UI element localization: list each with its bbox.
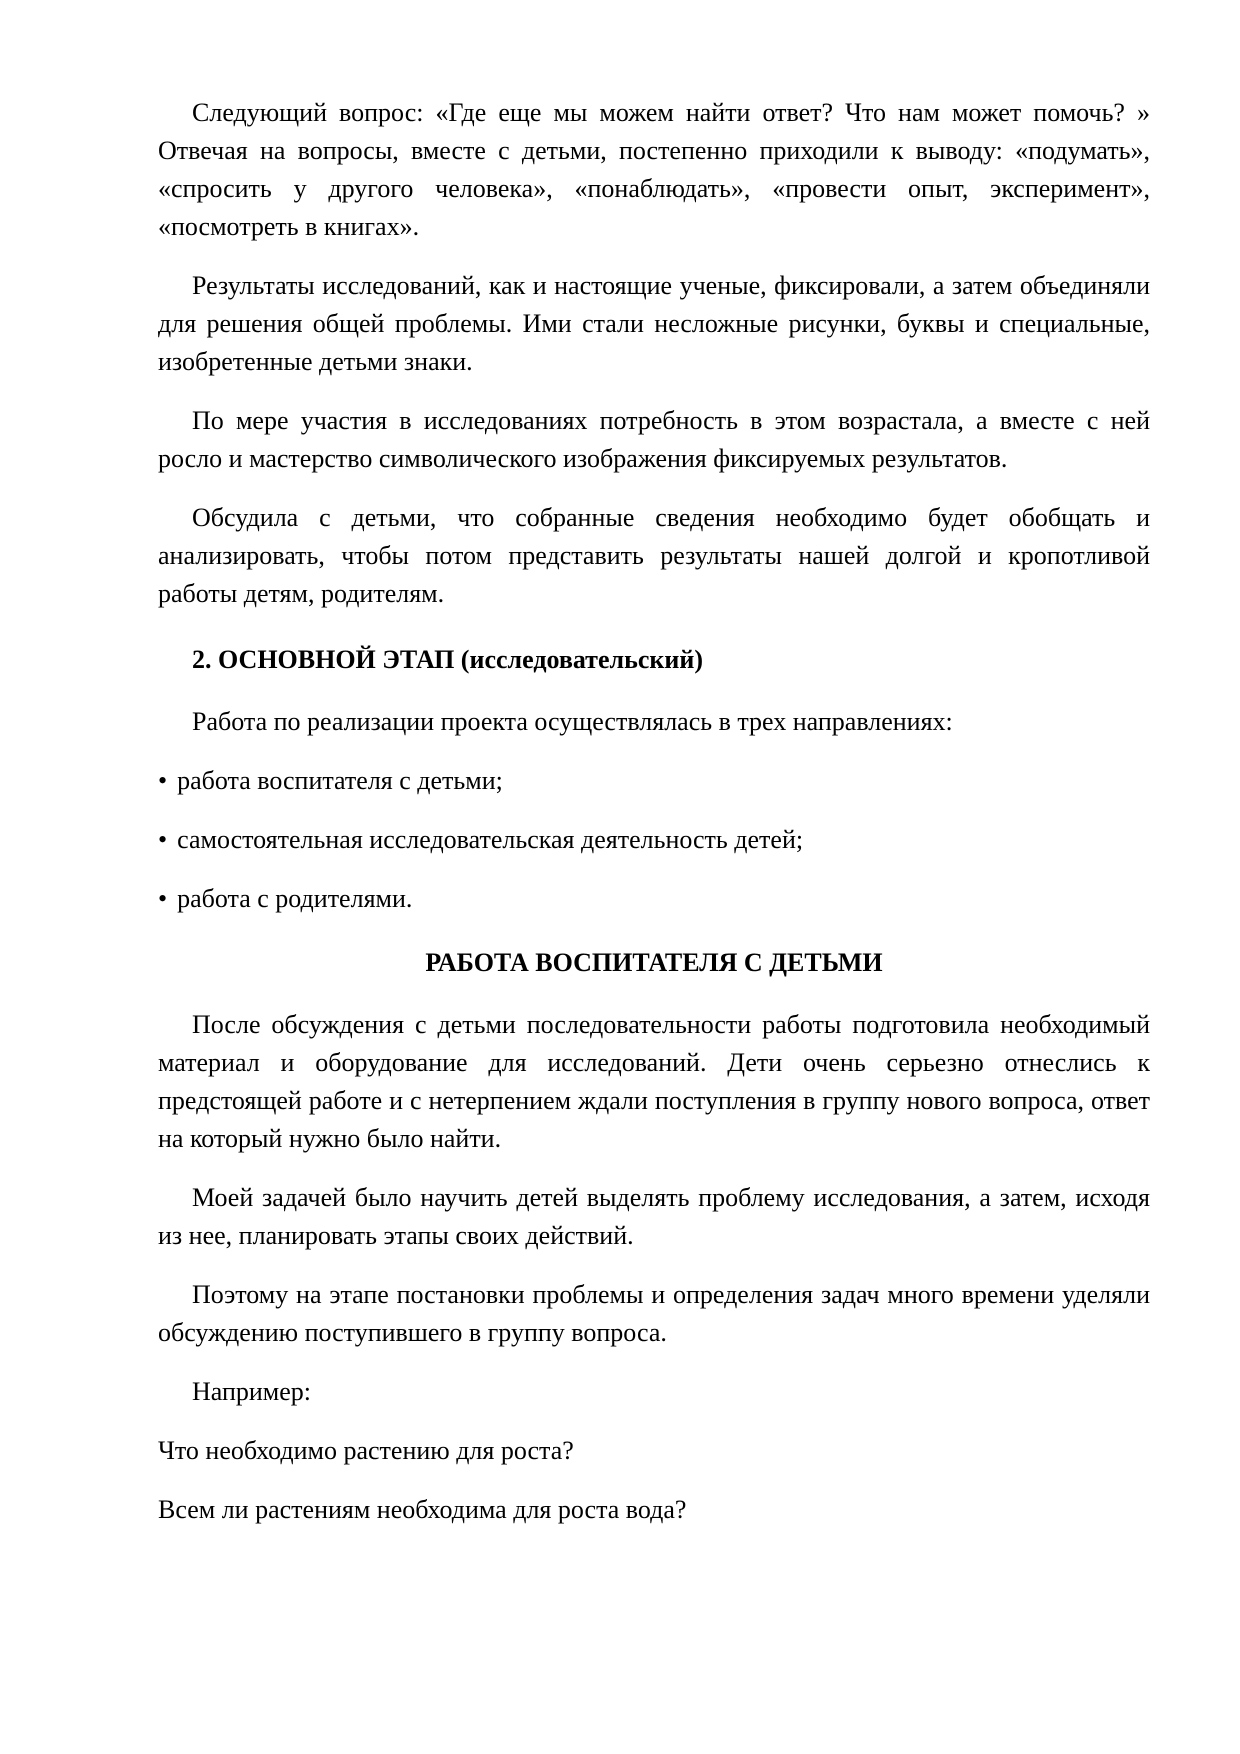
paragraph: Следующий вопрос: «Где еще мы можем найти ответ? Что нам может помочь? » Отвечая на вопросы, вместе с детьми, постепенно приходили к выводу: «подумать», «спросить у другого человека», «понаблюдать», «провести опыт, эксперимент», «посмотреть в книгах». [158, 98, 1150, 241]
bullet-text: работа воспитателя с детьми; [177, 766, 503, 795]
paragraph: По мере участия в исследованиях потребность в этом возрастала, а вместе с ней росло и мастерство символического изображения фиксируемых результатов. [158, 406, 1150, 473]
paragraph: Обсудила с детьми, что собранные сведения необходимо будет обобщать и анализировать, чтобы потом представить результаты нашей долгой и кропотливой работы детям, родителям. [158, 503, 1150, 608]
paragraph: Работа по реализации проекта осуществлялась в трех направлениях: [192, 707, 953, 736]
paragraph: Например: [192, 1377, 312, 1406]
bullet-item [158, 880, 1150, 918]
paragraph: После обсуждения с детьми последовательности работы подготовила необходимый материал и оборудование для исследований. Дети очень серьезно отнеслись к предстоящей работе и с нетерпением ждали поступления в группу нового вопроса, ответ на который нужно было найти. [158, 1010, 1150, 1153]
bullet-icon: • [158, 766, 168, 795]
bullet-item [158, 762, 1150, 800]
centered-heading: РАБОТА ВОСПИТАТЕЛЯ С ДЕТЬМИ [425, 948, 883, 977]
paragraph: Результаты исследований, как и настоящие ученые, фиксировали, а затем объединяли для решения общей проблемы. Ими стали несложные рисунки, буквы и специальные, изобретенные детьми знаки. [158, 271, 1150, 376]
paragraph: Поэтому на этапе постановки проблемы и определения задач много времени уделяли обсуждению поступившего в группу вопроса. [158, 1280, 1150, 1347]
question-line: Всем ли растениям необходима для роста вода? [158, 1495, 687, 1524]
bullet-item [158, 821, 1150, 859]
bullet-text: самостоятельная исследовательская деятельность детей; [177, 825, 804, 854]
bullet-icon: • [158, 825, 168, 854]
question-line: Что необходимо растению для роста? [158, 1436, 574, 1465]
bullet-icon: • [158, 884, 168, 913]
paragraph: Моей задачей было научить детей выделять проблему исследования, а затем, исходя из нее, планировать этапы своих действий. [158, 1183, 1150, 1250]
section-heading: 2. ОСНОВНОЙ ЭТАП (исследовательский) [192, 645, 703, 674]
bullet-text: работа с родителями. [177, 884, 413, 913]
